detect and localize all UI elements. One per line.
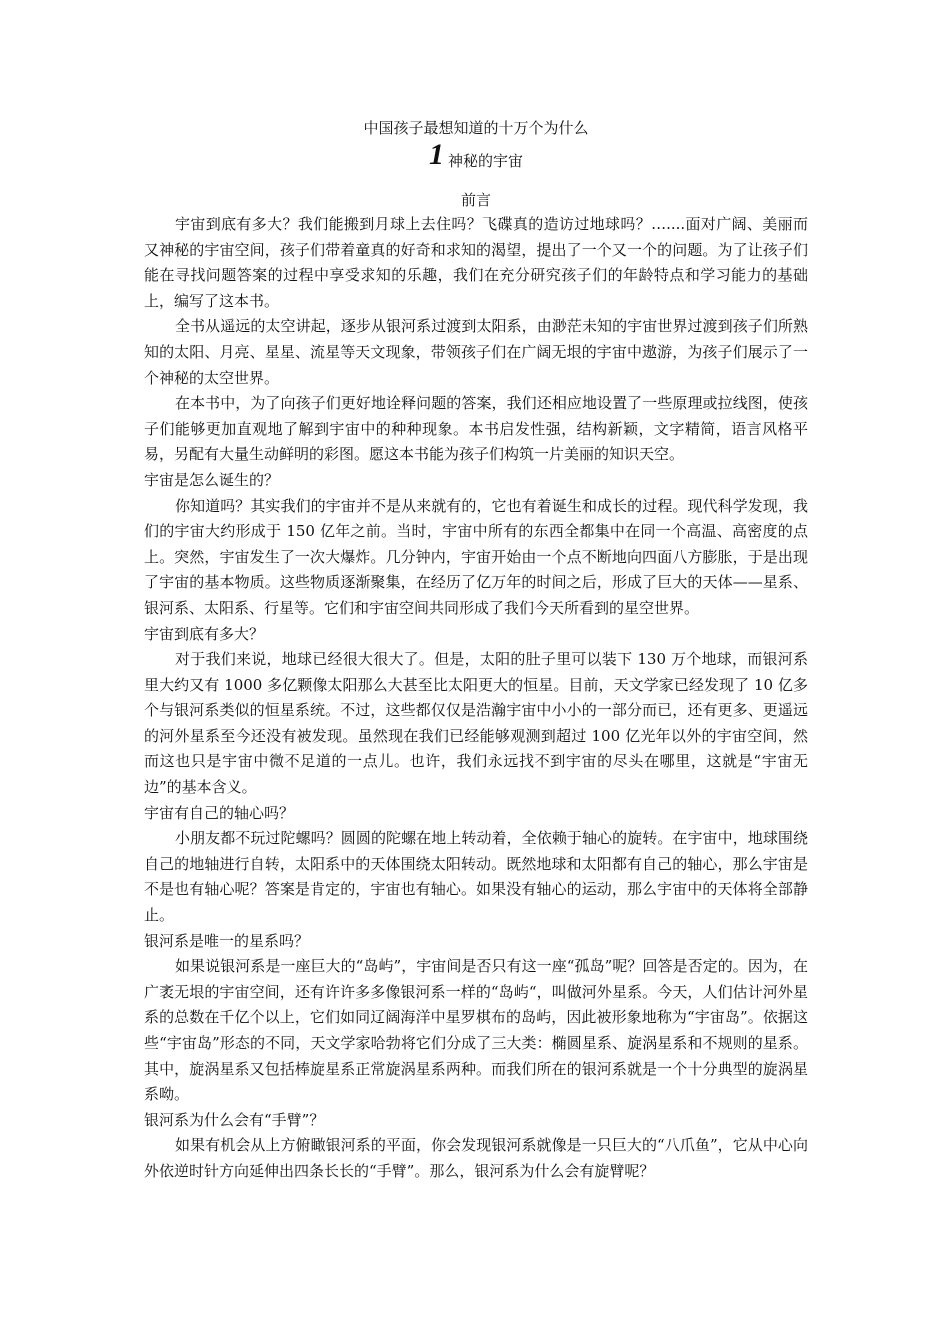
preface-paragraph: 全书从遥远的太空讲起，逐步从银河系过渡到太阳系，由渺茫未知的宇宙世界过渡到孩子们所熟知的太阳、月亮、星星、流星等天文现象，带领孩子们在广阔无垠的宇宙中遨游，为孩子们展示了一个神秘的太空世界。 bbox=[144, 317, 808, 387]
section-question: 银河系为什么会有“手臂”？ bbox=[144, 1110, 325, 1129]
section-question: 银河系是唯一的星系吗？ bbox=[144, 931, 310, 950]
preface-paragraph: 宇宙到底有多大？我们能搬到月球上去住吗？飞碟真的造访过地球吗？…....面对广阔、美丽而又神秘的宇宙空间，孩子们带着童真的好奇和求知的渴望，提出了一个又一个的问题。为了让孩子们能在寻找问题答案的过程中享受求知的乐趣，我们在充分研究孩子们的年龄特点和学习能力的基础上，编写了这本书。 bbox=[144, 215, 808, 310]
section-answer: 如果有机会从上方俯瞰银河系的平面，你会发现银河系就像是一只巨大的“八爪鱼”，它从中心向外依逆时针方向延伸出四条长长的“手臂”。那么，银河系为什么会有旋臂呢？ bbox=[144, 1136, 808, 1180]
book-title bbox=[144, 138, 808, 178]
section-answer: 小朋友都不玩过陀螺吗？圆圆的陀螺在地上转动着，全依赖于轴心的旋转。在宇宙中，地球围绕自己的地轴进行自转，太阳系中的天体围绕太阳转动。既然地球和太阳都有自己的轴心，那么宇宙是不是也有轴心呢？答案是肯定的，宇宙也有轴心。如果没有轴心的运动，那么宇宙中的天体将全部静止。 bbox=[144, 829, 808, 925]
section-question: 宇宙到底有多大？ bbox=[144, 624, 265, 643]
volume-title: 神秘的宇宙 bbox=[447, 152, 523, 170]
section-answer: 你知道吗？其实我们的宇宙并不是从来就有的，它也有着诞生和成长的过程。现代科学发现，我们的宇宙大约形成于 150 亿年之前。当时，宇宙中所有的东西全都集中在同一个高温、高密度的点上。突然，宇宙发生了一次大爆炸。几分钟内，宇宙开始由一个点不断地向四面八方膨胀，于是出现了宇宙的基本物质。这些物质逐渐聚集，在经历了亿万年的时间之后，形成了巨大的天体——星系、银河系、太阳系、行星等。它们和宇宙空间共同形成了我们今天所看到的星空世界。 bbox=[144, 496, 808, 617]
section-answer: 如果说银河系是一座巨大的“岛屿”，宇宙间是否只有这一座“孤岛”呢？回答是否定的。因为，在广袤无垠的宇宙空间，还有许许多多像银河系一样的“岛屿“，叫做河外星系。今天，人们估计河外星系的总数在千亿个以上，它们如同辽阔海洋中星罗棋布的岛屿，因此被形象地称为“宇宙岛”。依据这些“宇宙岛”形态的不同，天文学家哈勃将它们分成了三大类：椭圆星系、旋涡星系和不规则的星系。其中，旋涡星系又包括棒旋星系正常旋涡星系两种。而我们所在的银河系就是一个十分典型的旋涡星系呦。 bbox=[144, 957, 808, 1104]
section-answer: 对于我们来说，地球已经很大很大了。但是，太阳的肚子里可以装下 130 万个地球，而银河系里大约又有 1000 多亿颗像太阳那么大甚至比太阳更大的恒星。目前，天文学家已经发现了 10 亿多个与银河系类似的恒星系统。不过，这些都仅仅是浩瀚宇宙中小小的一部分而已，还有更多、更遥远的河外星系至今还没有被发现。虽然现在我们已经能够观测到超过 100 亿光年以外的宇宙空间，然而这也只是宇宙中微不足道的一点儿。也许，我们永远找不到宇宙的尽头在哪里，这就是“宇宙无边”的基本含义。 bbox=[144, 650, 808, 797]
preface-paragraph: 在本书中，为了向孩子们更好地诠释问题的答案，我们还相应地设置了一些原理或拉线图，使孩子们能够更加直观地了解到宇宙中的种种现象。本书启发性强，结构新颖，文字精简，语言风格平易，另配有大量生动鲜明的彩图。愿这本书能为孩子们构筑一片美丽的知识天空。 bbox=[144, 394, 808, 464]
section-question: 宇宙是怎么诞生的？ bbox=[144, 470, 280, 489]
preface-heading: 前言 bbox=[460, 191, 491, 209]
series-title: 中国孩子最想知道的十万个为什么 bbox=[363, 119, 589, 137]
volume-number: 1 bbox=[428, 138, 444, 171]
section-question: 宇宙有自己的轴心吗？ bbox=[144, 803, 295, 822]
